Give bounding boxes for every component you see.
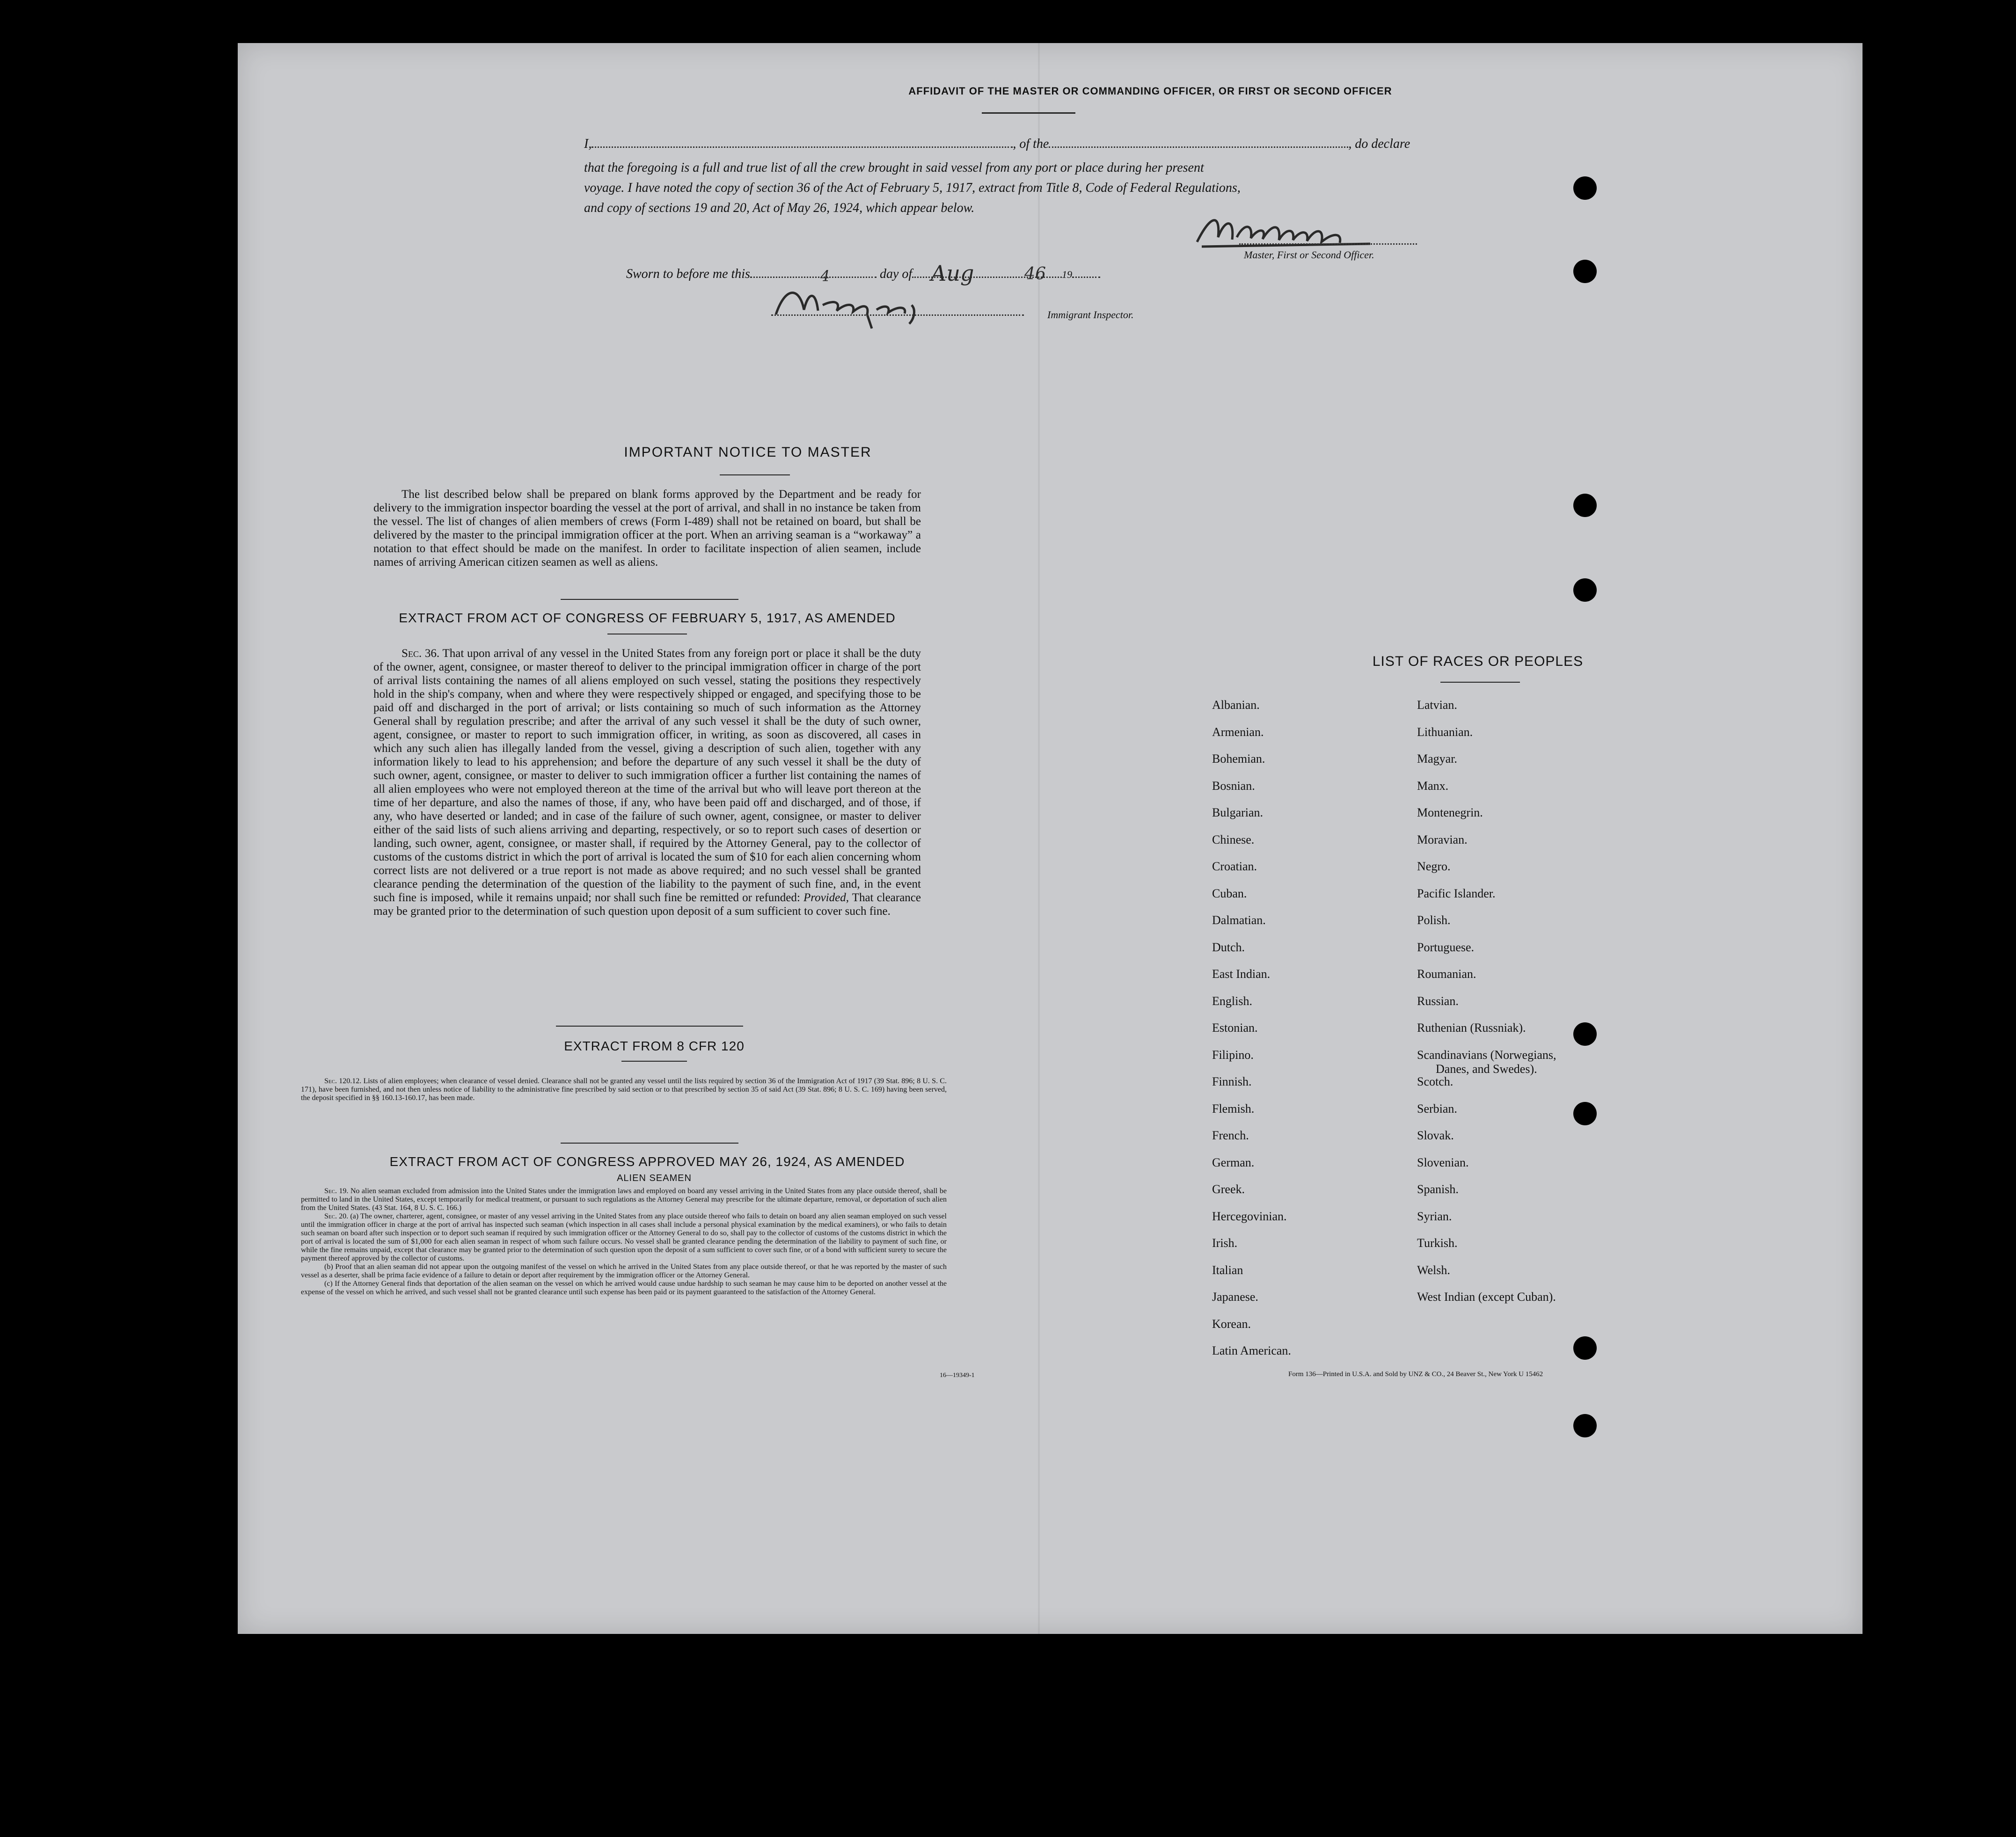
race-item: Croatian. [1212,860,1257,873]
form-code: 16—19349-1 [940,1372,975,1379]
sworn-month-handwritten: Aug [931,261,974,286]
binder-hole [1573,494,1597,517]
race-item: Serbian. [1417,1101,1457,1115]
extract-1924-body [301,1187,947,1297]
extract-1917-body [373,647,921,918]
sec-20a-text: (a) The owner, charterer, agent, consignee, or master of any vessel arriving in the United States from any place outside thereof who fails to detain on board any alien seaman employed on such vessel until the immigration officer in charge at the port of arrival has inspected such seaman (which inspection in all cases shall include a personal physical examination by the medical examiners), or who fails to detain such seaman on board after such inspection or to deport such seaman if required by such immigration officer or the Attorney General to do so, shall pay to the collector of customs of the customs district in which the port of arrival is located the sum of $1,000 for each alien seaman in respect of whom such failure occurs. No vessel shall be granted clearance pending the determination of the liability to payment of such fine, or while the fine remains unpaid, except that clearance may be granted prior to the determination of such question upon the deposit of a sum sufficient to cover such fine, or of a bond with sufficient surety to secure the payment thereof approved by the collector of customs. [301,1212,947,1262]
binder-hole [1573,578,1597,602]
race-item: Dutch. [1212,940,1245,954]
sec-20c-paragraph: (c) If the Attorney General finds that deportation of the alien seaman on the vessel on which he arrived would cause undue hardship to such seaman he may cause him to be deported on another vessel at the expense of the vessel on which he arrived, and such vessel shall not be granted clearance until such expense has been paid or its payment guaranteed to the satisfaction of the Attorney General. [301,1280,947,1296]
race-item: Irish. [1212,1236,1238,1250]
race-item: Japanese. [1212,1290,1258,1304]
race-item: Armenian. [1212,725,1264,739]
race-item: Pacific Islander. [1417,886,1496,900]
race-item: Danes, and Swedes). [1436,1062,1537,1076]
binder-hole [1573,1414,1597,1437]
extract-cfr-body [301,1077,947,1102]
race-item: Russian. [1417,994,1459,1008]
race-item: German. [1212,1155,1255,1169]
extract-1924-title: EXTRACT FROM ACT OF CONGRESS APPROVED MAY 26, 1924, AS AMENDED [389,1154,905,1169]
race-item: Bulgarian. [1212,806,1264,819]
affidavit-body-line: voyage. I have noted the copy of section 36 of the Act of February 5, 1917, extract from Title 8, Code of Federal Regulations, [584,181,1241,195]
race-item: Estonian. [1212,1021,1258,1035]
notice-body: The list described below shall be prepared on blank forms approved by the Department and be ready for delivery to the immigration inspector boarding the vessel at the port of arrival, and shall in no instance be taken from the vessel. The list of changes of alien members of crews (Form I-489) shall not be retained on board, but shall be delivered by the master to the principal immigration officer at the port. When an arriving seaman is a “workaway” a notation to that effect should be made on the manifest. In order to facilitate inspection of alien seamen, include names of arriving American citizen seamen as well as aliens. [373,488,921,569]
master-caption: Master, First or Second Officer. [1244,249,1374,261]
race-item: Ruthenian (Russniak). [1417,1021,1526,1035]
binder-hole [1573,1102,1597,1125]
race-item: Filipino. [1212,1048,1254,1062]
race-item: Latin American. [1212,1344,1291,1357]
sec-120-text: Lists of alien employees; when clearance of vessel denied. Clearance shall not be granted any vessel until the lists required by section 36 of the Immigration Act of 1917 (39 Stat. 896; 8 U. S. C. 171), have been furnished, and not then unless notice of liability to the administrative fine prescribed by said section or to that prescribed by section 35 of said Act (39 Stat. 896; 8 U. S. C. 169) having been served, the deposit specified in §§ 160.13-160.17, has been made. [301,1077,947,1102]
race-item: Polish. [1417,913,1451,927]
extract-1917-title: EXTRACT FROM ACT OF CONGRESS OF FEBRUARY 5, 1917, AS AMENDED [399,611,896,625]
sec-36-text: That upon arrival of any vessel in the United States from any foreign port or place it shall be the duty of the owner, agent, consignee, or master thereof to deliver to the principal immigration officer in charge of the port of arrival lists containing the names of all aliens employed on such vessel, stating the positions they respectively hold in the ship's company, when and where they were respectively shipped or engaged, and specifying those to be paid off and discharged in the port of arrival; or lists containing so much of such information as the Attorney General shall by regulation prescribe; and after the arrival of any such vessel it shall be the duty of such owner, agent, consignee, or master to report to such immigration officer, in writing, as soon as discovered, all cases in which any such alien has illegally landed from the vessel, giving a description of such alien, together with any information likely to lead to his apprehension; and before the departure of any such vessel it shall be the duty of such owner, agent, consignee, or master to deliver to such immigration officer a further list containing the names of all alien employees who were not employed thereon at the time of the arrival but who will leave port thereon at the time of her departure, and also the names of those, if any, who have been paid off and discharged, and of those, if any, who have deserted or landed; and in case of the failure of such owner, agent, consignee, or master to deliver either of the said lists of such aliens arriving and departing, respectively, or so to report such cases of desertion or landing, such owner, agent, consignee, or master shall, if required by the Attorney General, pay to the collector of customs of the customs district in which the port of arrival is located the sum of $10 for each alien concerning whom correct lists are not delivered or a true report is not made as above required; and no such vessel shall be granted clearance pending the determination of the question of the liability to the payment of such fine, and, in the event such fine is imposed, while it remains unpaid; nor shall such fine be remitted or refunded: [373,647,921,904]
of-the-label: , of the [1013,137,1049,151]
race-item: West Indian (except Cuban). [1417,1290,1556,1304]
race-item: Portuguese. [1417,940,1475,954]
binder-hole [1573,176,1597,200]
year-blank [1072,277,1100,278]
race-item: Magyar. [1417,752,1457,765]
inspector-caption: Immigrant Inspector. [1047,309,1134,321]
master-signature-line [1239,243,1417,245]
race-item: Roumanian. [1417,967,1476,981]
sec-120-label: Sec. 120.12. [324,1077,362,1085]
sec-19-paragraph [301,1187,947,1212]
affidavit-body-line: and copy of sections 19 and 20, Act of May 26, 1924, which appear below. [584,201,975,215]
alien-seamen-subtitle: ALIEN SEAMEN [617,1173,692,1183]
sec-20-label: Sec. 20. [324,1212,349,1220]
declaration-line [584,137,1726,152]
race-item: Bosnian. [1212,779,1255,793]
race-item: Korean. [1212,1317,1251,1331]
race-item: Scotch. [1417,1075,1454,1088]
race-item: Flemish. [1212,1101,1255,1115]
race-item: Slovenian. [1417,1155,1469,1169]
race-item: Turkish. [1417,1236,1458,1250]
day-of-label: day of [879,267,913,281]
sworn-prefix: Sworn to before me this [626,267,750,281]
race-item: Greek. [1212,1182,1245,1196]
sec-20a-paragraph [301,1212,947,1263]
extract-cfr-rule [621,1061,687,1062]
i-label: I, [584,137,592,151]
year-prefix: 19 [1062,269,1073,280]
race-item: Dalmatian. [1212,913,1266,927]
race-item: Negro. [1417,860,1451,873]
race-item: Latvian. [1417,698,1457,712]
vessel-blank [1049,146,1348,148]
affidavit-body [584,158,1726,218]
inspector-signature [771,277,968,333]
race-item: Montenegrin. [1417,806,1483,819]
race-item: Lithuanian. [1417,725,1473,739]
affidavit-body-line: that the foregoing is a full and true list of all the crew brought in said vessel from any port or place during her present [584,160,1204,175]
binder-hole [1573,260,1597,283]
sec-20b-paragraph: (b) Proof that an alien seaman did not appear upon the outgoing manifest of the vessel on which he arrived in the United States from any place outside thereof, or that he was reported by the master of such vessel as a deserter, shall be prima facie evidence of a failure to detain or deport after requirement by the immigration officer or the Attorney General. [301,1263,947,1279]
race-item: Slovak. [1417,1129,1454,1142]
race-item: Hercegovinian. [1212,1209,1287,1223]
sec-19-text: No alien seaman excluded from admission into the United States under the immigration laws and employed on board any vessel arriving in the United States from any place outside thereof, shall be permitted to land in the United States, except temporarily for medical treatment, or pursuant to such regulations as the Attorney General may prescribe for the ultimate departure, removal, or deportation of such alien from the United States. (43 Stat. 164, 8 U. S. C. 166.) [301,1187,947,1212]
race-item: Finnish. [1212,1075,1252,1088]
race-item: Chinese. [1212,832,1255,846]
extract-cfr-title: EXTRACT FROM 8 CFR 120 [564,1039,745,1053]
sworn-year-handwritten: 46 [1024,264,1046,284]
race-item: Welsh. [1417,1263,1450,1277]
section-rule [561,1143,738,1144]
race-item: Bohemian. [1212,752,1265,765]
race-item: Manx. [1417,779,1449,793]
document-page [238,43,1863,1634]
race-item: French. [1212,1129,1249,1142]
race-item: English. [1212,994,1252,1008]
section-rule [556,1026,743,1027]
notice-title: IMPORTANT NOTICE TO MASTER [624,445,872,460]
race-item: Italian [1212,1263,1243,1277]
affidavit-title: AFFIDAVIT OF THE MASTER OR COMMANDING OFFICER, OR FIRST OR SECOND OFFICER [908,85,1392,97]
race-item: East Indian. [1212,967,1271,981]
race-item: Albanian. [1212,698,1260,712]
do-declare-label: , do declare [1348,137,1410,151]
race-item: Scandinavians (Norwegians, [1417,1048,1556,1062]
sec-36-tail: That clearance may be granted prior to the determination of such question upon deposit of a sum sufficient to cover such fine. [373,891,921,918]
sec-36-label: Sec. 36. [402,647,440,660]
section-rule [561,599,738,600]
name-blank [592,146,1013,148]
race-item: Cuban. [1212,886,1247,900]
races-title: LIST OF RACES OR PEOPLES [1372,654,1584,669]
race-item: Syrian. [1417,1209,1452,1223]
race-item: Moravian. [1417,832,1468,846]
sworn-day-handwritten: 4 [820,267,830,285]
sec-19-label: Sec. 19. [324,1187,349,1195]
inspector-signature-line [771,314,1024,316]
race-item: Spanish. [1417,1182,1459,1196]
notice-rule [720,474,790,475]
races-rule [1440,682,1520,683]
binder-hole [1573,1022,1597,1046]
title-rule [982,112,1075,114]
provided-word: Provided, [803,891,849,904]
printer-footer: Form 136—Printed in U.S.A. and Sold by UNZ & CO., 24 Beaver St., New York U 15462 [1288,1370,1543,1378]
binder-hole [1573,1336,1597,1360]
